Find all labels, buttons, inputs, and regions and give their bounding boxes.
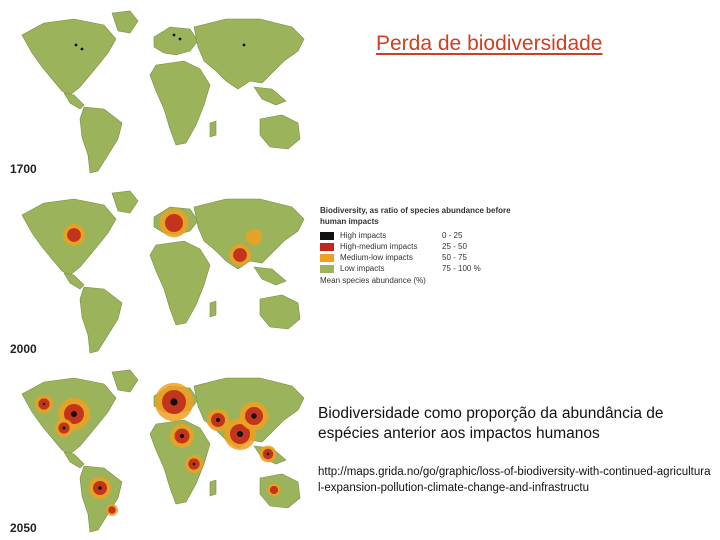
slide-title[interactable]: Perda de biodiversidade: [376, 32, 603, 55]
continent-south-america: [80, 107, 122, 173]
impact-speck-3: [243, 44, 246, 47]
continent-greenland: [112, 191, 138, 213]
year-label-2050: 2050: [10, 521, 37, 535]
impact-high-11: [267, 453, 270, 456]
continent-southeast-asia: [254, 87, 286, 105]
source-link[interactable]: http://maps.grida.no/go/graphic/loss-of-biodiversity-with-continued-agricultural-expansion-pollution-climate-change-and-infrastructu: [318, 466, 711, 494]
impact-high-2: [170, 398, 177, 405]
legend-range-high: 0 - 25: [442, 231, 463, 240]
legend-range-high-medium: 25 - 50: [442, 242, 467, 251]
impact-high-8: [193, 463, 196, 466]
continent-madagascar: [210, 121, 216, 137]
world-map-2000: [4, 185, 309, 360]
map-legend: [320, 205, 520, 285]
legend-row-medium-low: [320, 252, 520, 263]
legend-label-high-medium: High-medium impacts: [340, 242, 418, 251]
continent-africa: [150, 241, 210, 325]
continent-australia: [260, 115, 300, 149]
world-map-2050-svg: [4, 364, 309, 539]
impact-high-medium-3: [233, 248, 247, 262]
impact-high-6: [98, 486, 102, 490]
continent-central-america: [64, 273, 84, 289]
continent-africa: [150, 61, 210, 145]
legend-footer: Mean species abundance (%): [320, 276, 426, 285]
continent-europe: [154, 27, 198, 55]
impact-high-medium-9: [270, 486, 278, 494]
legend-label-high: High impacts: [340, 231, 387, 240]
continent-madagascar: [210, 480, 216, 496]
continent-australia: [260, 295, 300, 329]
legend-label-medium-low: Medium-low impacts: [340, 253, 413, 262]
world-map-2050: [4, 364, 309, 539]
legend-range-medium-low: 50 - 75: [442, 253, 467, 262]
legend-swatch-low: [320, 265, 334, 273]
legend-row-high: [320, 230, 520, 241]
impact-high-medium-12: [108, 506, 116, 514]
legend-label-low: Low impacts: [340, 264, 385, 273]
impact-medium-low-4: [246, 229, 262, 245]
legend-title: Biodiversity, as ratio of species abundance before human impacts: [320, 206, 511, 226]
year-label-1700: 1700: [10, 162, 37, 176]
world-map-1700-svg: [4, 5, 309, 180]
continent-central-america: [64, 93, 84, 109]
impact-high-7: [216, 418, 220, 422]
continent-greenland: [112, 11, 138, 33]
impact-high-0: [71, 411, 77, 417]
impact-high-medium-0: [67, 228, 81, 242]
year-label-2000: 2000: [10, 342, 37, 356]
legend-row-low: [320, 263, 520, 274]
continent-central-america: [64, 452, 84, 468]
continent-asia: [194, 19, 304, 89]
impact-high-3: [237, 431, 243, 437]
world-map-2000-svg: [4, 185, 309, 360]
continent-layer: [22, 11, 304, 173]
impact-high-medium-2: [165, 214, 183, 232]
map-caption: Biodiversidade como proporção da abundância de espécies anterior aos impactos humanos: [318, 405, 664, 442]
continent-north-america: [22, 19, 116, 95]
continent-south-america: [80, 287, 122, 353]
continent-southeast-asia: [254, 267, 286, 285]
continent-madagascar: [210, 301, 216, 317]
impact-speck-1: [81, 48, 84, 51]
impact-speck-0: [75, 44, 78, 47]
legend-swatch-medium-low: [320, 254, 334, 262]
impact-speck-2: [173, 34, 176, 37]
legend-rows: [320, 230, 520, 274]
legend-range-low: 75 - 100 %: [442, 264, 481, 273]
continent-greenland: [112, 370, 138, 392]
legend-row-high-medium: [320, 241, 520, 252]
impact-high-1: [62, 426, 65, 429]
world-map-1700: [4, 5, 309, 180]
impact-high-5: [180, 434, 184, 438]
impact-high-10: [43, 403, 46, 406]
legend-swatch-high-medium: [320, 243, 334, 251]
impact-high-4: [251, 413, 256, 418]
legend-swatch-high: [320, 232, 334, 240]
impact-speck-4: [179, 38, 182, 41]
